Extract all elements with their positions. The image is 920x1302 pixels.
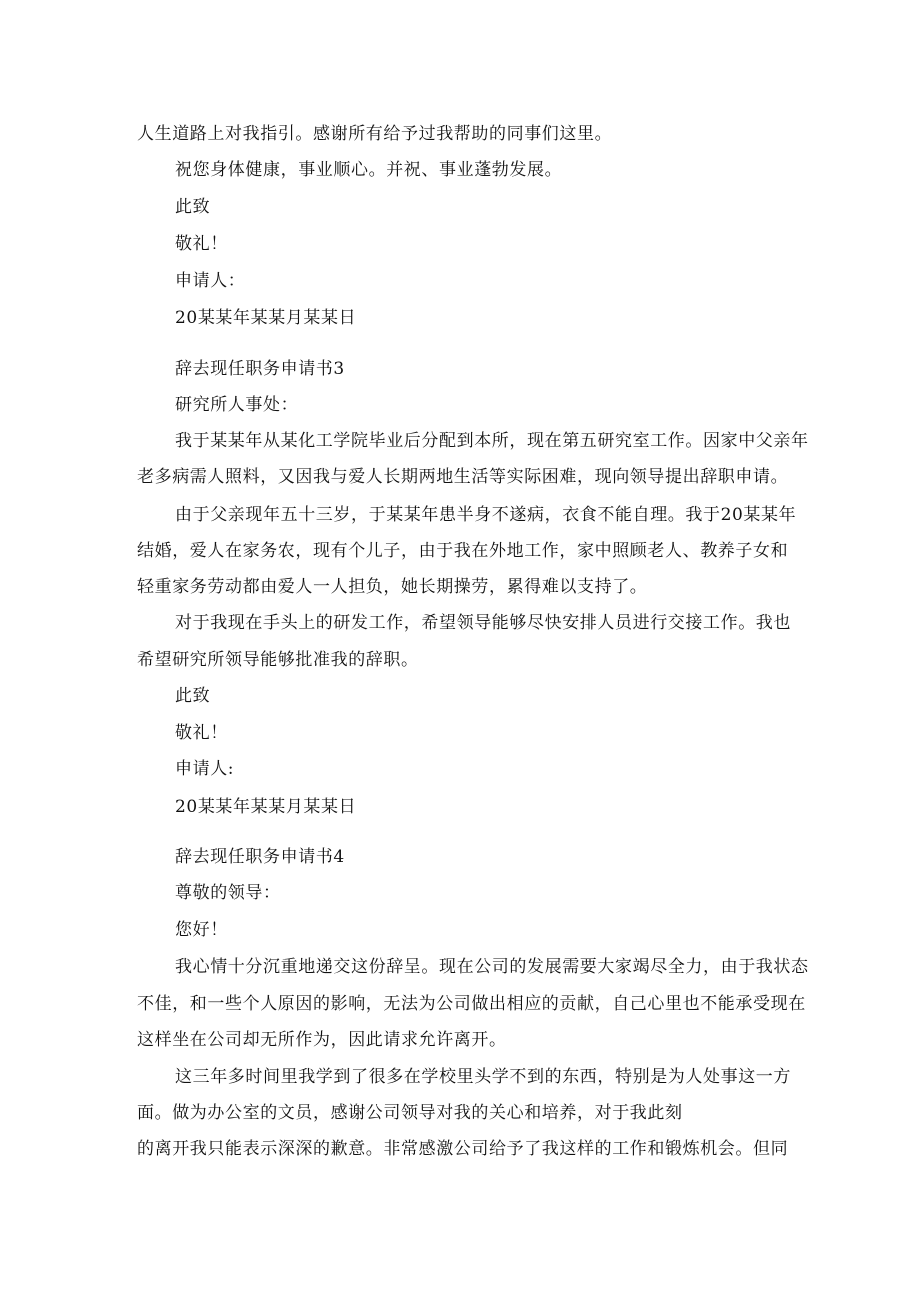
applicant-label: 申请人: [175, 759, 235, 779]
closing-line: 此致 [175, 197, 211, 217]
salutation: 研究所人事处： [175, 395, 299, 415]
applicant-label: 申请人： [175, 271, 246, 291]
date-line: 20某某年某某月某某日 [175, 797, 357, 817]
text-line: 不佳，和一些个人原因的影响，无法为公司做出相应的贡献，自己心里也不能承受现在 [137, 994, 806, 1014]
text-line: 老多病需人照料，又因我与爱人长期两地生活等实际困难，现向领导提出辞职申请。 [137, 467, 789, 487]
closing-line: 敬礼！ [175, 723, 228, 743]
text-line: 祝您身体健康，事业顺心。并祝、事业蓬勃发展。 [175, 160, 563, 180]
text-line: 面。做为办公室的文员，感谢公司领导对我的关心和培养，对于我此刻 [137, 1103, 683, 1123]
text-line: 这三年多时间里我学到了很多在学校里头学不到的东西，特别是为人处事这一方 [175, 1067, 791, 1087]
text-line: 轻重家务劳动都由爱人一人担负，她长期操劳，累得难以支持了。 [137, 577, 648, 597]
text-line: 希望研究所领导能够批准我的辞职。 [137, 650, 419, 670]
date-line: 20某某年某某月某某日 [175, 308, 357, 328]
section-title: 辞去现任职务申请书3 [175, 359, 345, 379]
salutation: 尊敬的领导： [175, 883, 281, 903]
text-line: 人生道路上对我指引。感谢所有给予过我帮助的同事们这里。 [137, 124, 613, 144]
text-line: 对于我现在手头上的研发工作，希望领导能够尽快安排人员进行交接工作。我也 [175, 613, 791, 633]
text-line: 这样坐在公司却无所作为，因此请求允许离开。 [137, 1030, 507, 1050]
text-line: 我于某某年从某化工学院毕业后分配到本所，现在第五研究室工作。因家中父亲年 [175, 431, 809, 451]
section-title: 辞去现任职务申请书4 [175, 847, 345, 867]
text-line: 的离开我只能表示深深的歉意。非常感激公司给予了我这样的工作和锻炼机会。但同 [137, 1139, 789, 1159]
text-line: 我心情十分沉重地递交这份辞呈。现在公司的发展需要大家竭尽全力，由于我状态 [175, 957, 809, 977]
text-line: 结婚，爱人在家务农，现有个儿子，由于我在外地工作，家中照顾老人、教养子女和 [137, 541, 789, 561]
closing-line: 敬礼！ [175, 234, 228, 254]
greeting: 您好！ [175, 920, 228, 940]
text-line: 由于父亲现年五十三岁，于某某年患半身不遂病，衣食不能自理。我于20某某年 [175, 505, 797, 525]
closing-line: 此致 [175, 686, 211, 706]
